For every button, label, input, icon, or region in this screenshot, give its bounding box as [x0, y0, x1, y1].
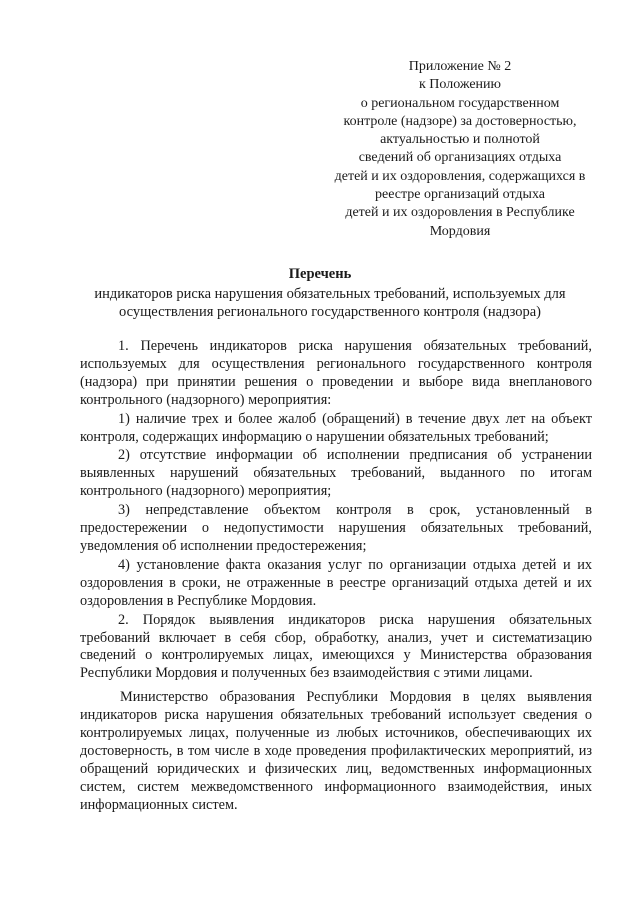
document-title: Перечень [288, 266, 352, 282]
annex-line: к Положению [418, 77, 501, 93]
paragraph-1-item-2: 2) отсутствие информации об исполнении предписания об устранении выявленных нарушений обязательных требований, выданного по итогам контрольного (надзорного) мероприятия; [80, 447, 592, 500]
annex-line: детей и их оздоровления, содержащихся в [334, 168, 586, 184]
paragraph-2: 2. Порядок выявления индикаторов риска нарушения обязательных требований включает в себя сбор, обработку, анализ, учет и систематизацию сведений о контролируемых лицах, имеющихся у Министерства образования Республики Мордовия и полученных без взаимодействия с этими лицами. [80, 611, 592, 682]
annex-line: реестре организаций отдыха [375, 187, 545, 203]
annex-line: детей и их оздоровления в Республике [345, 205, 575, 221]
document-body [80, 338, 592, 816]
annex-line: контроле (надзоре) за достоверностью, [343, 113, 577, 129]
paragraph-1-item-1: 1) наличие трех и более жалоб (обращений) в течение двух лет на объект контроля, содержащих информацию о нарушении обязательных требований; [80, 410, 592, 445]
paragraph-1-item-3: 3) непредставление объектом контроля в срок, установленный в предостережении о недопустимости нарушения обязательных требований, уведомления об исполнении предостережения; [80, 502, 592, 554]
annex-header [300, 58, 620, 241]
annex-line: о региональном государственном [360, 95, 560, 111]
annex-line: сведений об организациях отдыха [358, 150, 562, 166]
annex-line: Приложение № 2 [408, 59, 512, 74]
annex-line: Мордовия [429, 223, 491, 239]
paragraph-1-item-4: 4) установление факта оказания услуг по организации отдыха детей и их оздоровления в сроки, не отраженные в реестре организаций отдыха детей и их оздоровления в Республике Мордовия. [80, 556, 592, 609]
paragraph-1: 1. Перечень индикаторов риска нарушения обязательных требований, используемых для осуществления регионального государственного контроля (надзора) при принятии решения о проведении и выборе вида внепланового контрольного (надзорного) мероприятия: [80, 338, 592, 408]
annex-line: актуальностью и полнотой [380, 132, 540, 148]
document-subtitle: индикаторов риска нарушения обязательных требований, используемых для осуществления регионального государственного контроля (надзора) [94, 286, 566, 320]
paragraph-3: Министерство образования Республики Мордовия в целях выявления индикаторов риска нарушения обязательных требований использует сведения о контролируемых лицах, полученные из любых источников, обеспечивающих их достоверность, в том числе в ходе проведения профилактических мероприятий, из обращений юридических и физических лиц, ведомственных информационных систем, систем межведомственного информационного взаимодействия, иных информационных систем. [80, 689, 592, 813]
